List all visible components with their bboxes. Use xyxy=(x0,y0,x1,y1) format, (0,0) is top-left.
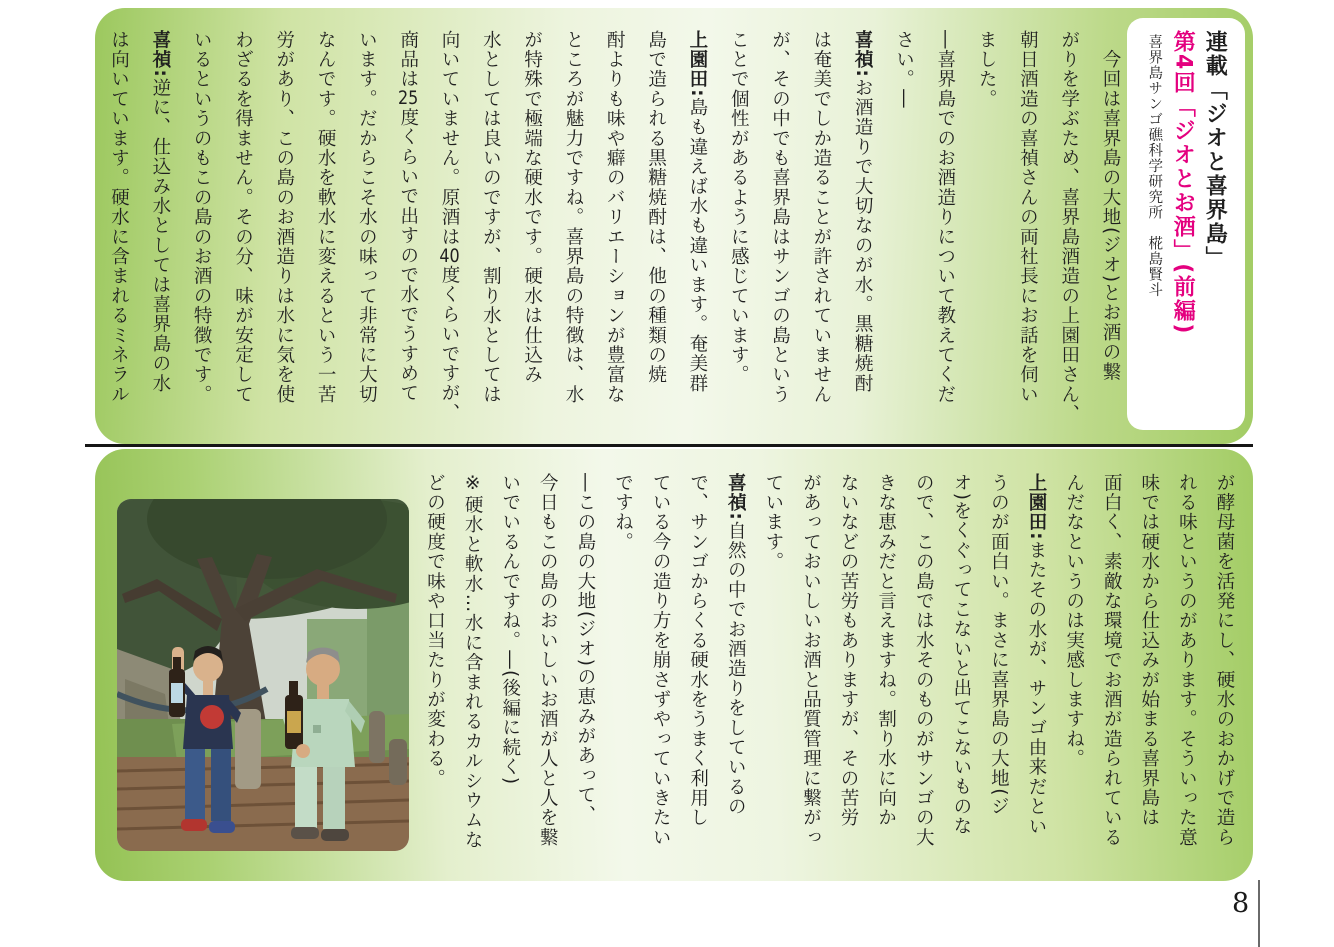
text-column xyxy=(613,473,632,865)
page-number: 8 xyxy=(1232,888,1250,919)
text-column xyxy=(1059,30,1078,430)
column-text: どの硬度で味や口当たりが変わる。 xyxy=(424,473,446,789)
column-text: 度くらいで出すので水でうすめて xyxy=(397,107,419,404)
bottom-panel xyxy=(95,449,1253,881)
speaker-name: 上園田: xyxy=(686,30,708,98)
column-text: 今回は喜界島の大地(ジオ)とお酒の繋 xyxy=(1100,30,1121,382)
column-text: 25 xyxy=(398,89,419,108)
text-column xyxy=(575,473,594,865)
text-column xyxy=(894,30,913,430)
series-title: 連載「ジオと喜界島」 xyxy=(1202,30,1228,270)
column-text: ―喜界島でのお酒造りについて教えてくだ xyxy=(934,30,956,405)
speaker-name: 喜禎: xyxy=(725,473,747,521)
column-text: で、サンゴからくる硬水をうまく利用し xyxy=(687,473,709,828)
text-column xyxy=(316,30,335,430)
text-column xyxy=(1018,30,1037,430)
column-text: いるというのもこの島のお酒の特徴です。 xyxy=(191,30,213,405)
column-text: わざるを得ません。その分、味が安定して xyxy=(232,30,254,405)
text-column xyxy=(729,30,748,430)
text-column xyxy=(605,30,624,430)
text-column xyxy=(192,30,211,430)
text-column xyxy=(109,30,128,430)
column-text: さい。― xyxy=(893,30,915,109)
top-panel xyxy=(95,8,1253,444)
text-column xyxy=(646,30,665,430)
column-text: ています。 xyxy=(762,473,784,572)
column-text: ところが魅力ですね。喜界島の特徴は、水 xyxy=(562,30,584,405)
text-column xyxy=(538,473,557,865)
column-text: 島で造られる黒糖焼酎は、他の種類の焼 xyxy=(645,30,667,385)
column-text: が、その中でも喜界島はサンゴの島という xyxy=(769,30,791,405)
text-column xyxy=(763,473,782,865)
speaker-name: 喜禎: xyxy=(852,30,874,78)
text-column xyxy=(977,30,996,430)
column-text: 島も違えば水も違います。奄美群 xyxy=(686,97,708,394)
column-text: なんです。硬水を軟水に変えるという一苦 xyxy=(315,30,337,405)
column-text: うのが面白い。まさに喜界島の大地(ジ xyxy=(988,473,1010,817)
text-column xyxy=(688,473,707,865)
column-text: ので、この島では水そのものがサンゴの大 xyxy=(913,473,935,848)
column-text: 労があり、この島のお酒造りは水に気を使 xyxy=(273,30,295,405)
text-column xyxy=(563,30,582,430)
column-text: またその水が、サンゴ由来だとい xyxy=(1026,540,1047,837)
column-text: ことで個性があるように感じています。 xyxy=(728,30,750,385)
text-column xyxy=(1101,30,1120,430)
text-column xyxy=(425,473,444,865)
text-column xyxy=(989,473,1008,865)
text-column xyxy=(274,30,293,430)
text-column xyxy=(522,30,541,430)
column-text: います。だからこそ水の味って非常に大切 xyxy=(356,30,378,405)
text-column xyxy=(357,30,376,430)
text-column xyxy=(150,30,169,430)
column-text: 面白く、素敵な環境でお酒が造られている xyxy=(1101,473,1123,848)
column-text: 逆に、仕込み水としては喜界島の水 xyxy=(149,78,171,394)
text-column xyxy=(233,30,252,430)
column-text: ※硬水と軟水…水に含まれるカルシウムな xyxy=(462,473,484,850)
text-column xyxy=(1064,473,1083,865)
text-column xyxy=(481,30,500,430)
photo-frame xyxy=(117,499,409,851)
text-column xyxy=(440,30,459,430)
text-column xyxy=(1214,473,1233,865)
column-text: ました。 xyxy=(976,30,998,109)
column-text: 40 xyxy=(439,246,460,266)
text-column xyxy=(839,473,858,865)
column-text: があっておいしいお酒と品質管理に繋がっ xyxy=(800,473,822,848)
column-text: 水としては良いのですが、割り水としては xyxy=(480,30,502,405)
interview-photo xyxy=(117,499,409,851)
text-column xyxy=(951,473,970,865)
divider-line xyxy=(85,444,1253,447)
bottom-text-columns xyxy=(425,473,1233,865)
column-text: 朝日酒造の喜禎さんの両社長にお話を伺い xyxy=(1017,30,1039,405)
title-box xyxy=(1127,18,1245,430)
column-text: れる味というのがあります。そういった意 xyxy=(1176,473,1198,848)
text-column xyxy=(935,30,954,430)
text-column xyxy=(726,473,745,865)
column-text: ないなどの苦労もありますが、その苦労 xyxy=(838,473,860,828)
column-text: きな恵みだと言えますね。割り水に向か xyxy=(875,473,897,828)
column-text: ―この島の大地(ジオ)の恵みがあって、 xyxy=(574,473,596,825)
text-column xyxy=(687,30,706,430)
column-text: は向いています。硬水に含まれるミネラル xyxy=(108,30,130,405)
text-column xyxy=(1102,473,1121,865)
episode-title: 第4回「ジオとお酒」(前編) xyxy=(1170,30,1196,336)
text-column xyxy=(500,473,519,865)
top-text-columns xyxy=(109,30,1119,430)
text-column xyxy=(853,30,872,430)
text-column xyxy=(1139,473,1158,865)
text-column xyxy=(801,473,820,865)
text-column xyxy=(651,473,670,865)
speaker-name: 喜禎: xyxy=(149,30,171,78)
column-text: ですね。 xyxy=(612,473,634,552)
column-text: お酒造りで大切なのが水。黒糖焼酎 xyxy=(852,78,874,394)
column-text: いでいるんですね。―(後編に続く) xyxy=(499,473,521,786)
column-text: がりを学ぶため、喜界島酒造の上園田さん、 xyxy=(1058,30,1080,424)
text-column xyxy=(811,30,830,430)
column-text: 向いていません。原酒は xyxy=(439,30,460,247)
column-text: が特殊で極端な硬水です。硬水は仕込み xyxy=(521,30,543,385)
column-text: 自然の中でお酒造りをしているの xyxy=(725,521,747,817)
column-text: 味では硬水から仕込みが始まる喜界島は xyxy=(1138,473,1160,828)
column-text: 酎よりも味や癖のバリエーションが豊富な xyxy=(604,30,626,405)
column-text: が酵母菌を活発にし、硬水のおかげで造ら xyxy=(1213,473,1235,848)
column-text: オ)をくぐってこないと出てこないものな xyxy=(950,473,972,837)
text-column xyxy=(1177,473,1196,865)
column-text: 度くらいですが、 xyxy=(439,265,460,423)
column-text: んだなというのは実感しますね。 xyxy=(1063,473,1085,769)
text-column xyxy=(398,30,417,430)
text-column xyxy=(914,473,933,865)
text-column xyxy=(770,30,789,430)
text-column xyxy=(876,473,895,865)
column-text: ている今の造り方を崩さずやっていきたい xyxy=(650,473,672,848)
page-number-rule xyxy=(1258,880,1260,947)
column-text: 商品は xyxy=(397,30,419,90)
text-column xyxy=(1027,473,1046,865)
column-text: 今日もこの島のおいしいお酒が人と人を繋 xyxy=(537,473,559,848)
column-text: は奄美でしか造ることが許されていません xyxy=(810,30,832,405)
byline: 喜界島サンゴ礁科学研究所 椛島賢斗 xyxy=(1146,34,1163,298)
text-column xyxy=(463,473,482,865)
speaker-name: 上園田: xyxy=(1026,473,1047,541)
